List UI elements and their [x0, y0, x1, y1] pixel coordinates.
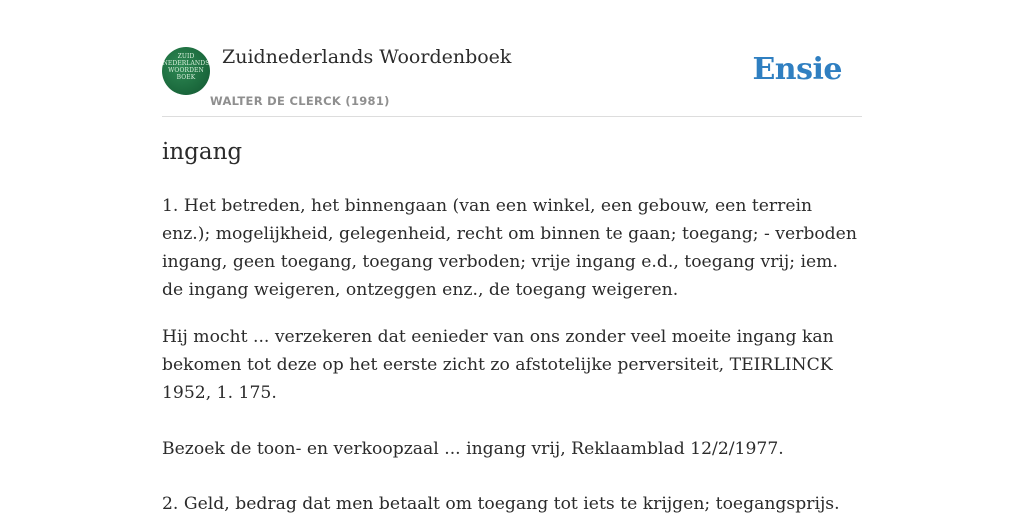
ensie-brand-logo[interactable]: Ensie — [752, 52, 842, 87]
example-quote-2: Bezoek de toon- en verkoopzaal ... ingang vrij, Reklaamblad 12/2/1977. — [162, 439, 784, 459]
example-quote-1: Hij mocht ... verzekeren dat eenieder van ons zonder veel moeite ingang kan bekomen tot deze op het eerste zicht zo afstotelijke perversiteit, TEIRLINCK 1952, 1. 175. — [162, 327, 834, 403]
site-header — [162, 0, 862, 117]
definition-2: 2. Geld, bedrag dat men betaalt om toegang tot iets te krijgen; toegangsprijs. — [162, 494, 840, 514]
page-container — [162, 0, 862, 514]
dictionary-author: WALTER DE CLERCK (1981) — [210, 94, 390, 108]
logo-line: ZUID — [177, 53, 195, 60]
dictionary-cover-logo[interactable] — [162, 47, 210, 95]
definition-1: 1. Het betreden, het binnengaan (van een winkel, een gebouw, een terrein enz.); mogelijkheid, gelegenheid, recht om binnen te gaan; toegang; - verboden ingang, geen toegang, toegang verboden; vrije ingang e.d., toegang vrij; iem. de ingang weigeren, ontzeggen enz., de toegang weigeren. — [162, 196, 857, 300]
logo-lettering — [162, 53, 210, 81]
logo-line: WOORDEN — [168, 67, 204, 74]
dictionary-title-link[interactable]: Zuidnederlands Woordenboek — [222, 46, 512, 68]
logo-line: NEDERLANDS — [162, 60, 210, 67]
entry-title: ingang — [162, 139, 243, 165]
logo-line: BOEK — [176, 74, 196, 81]
